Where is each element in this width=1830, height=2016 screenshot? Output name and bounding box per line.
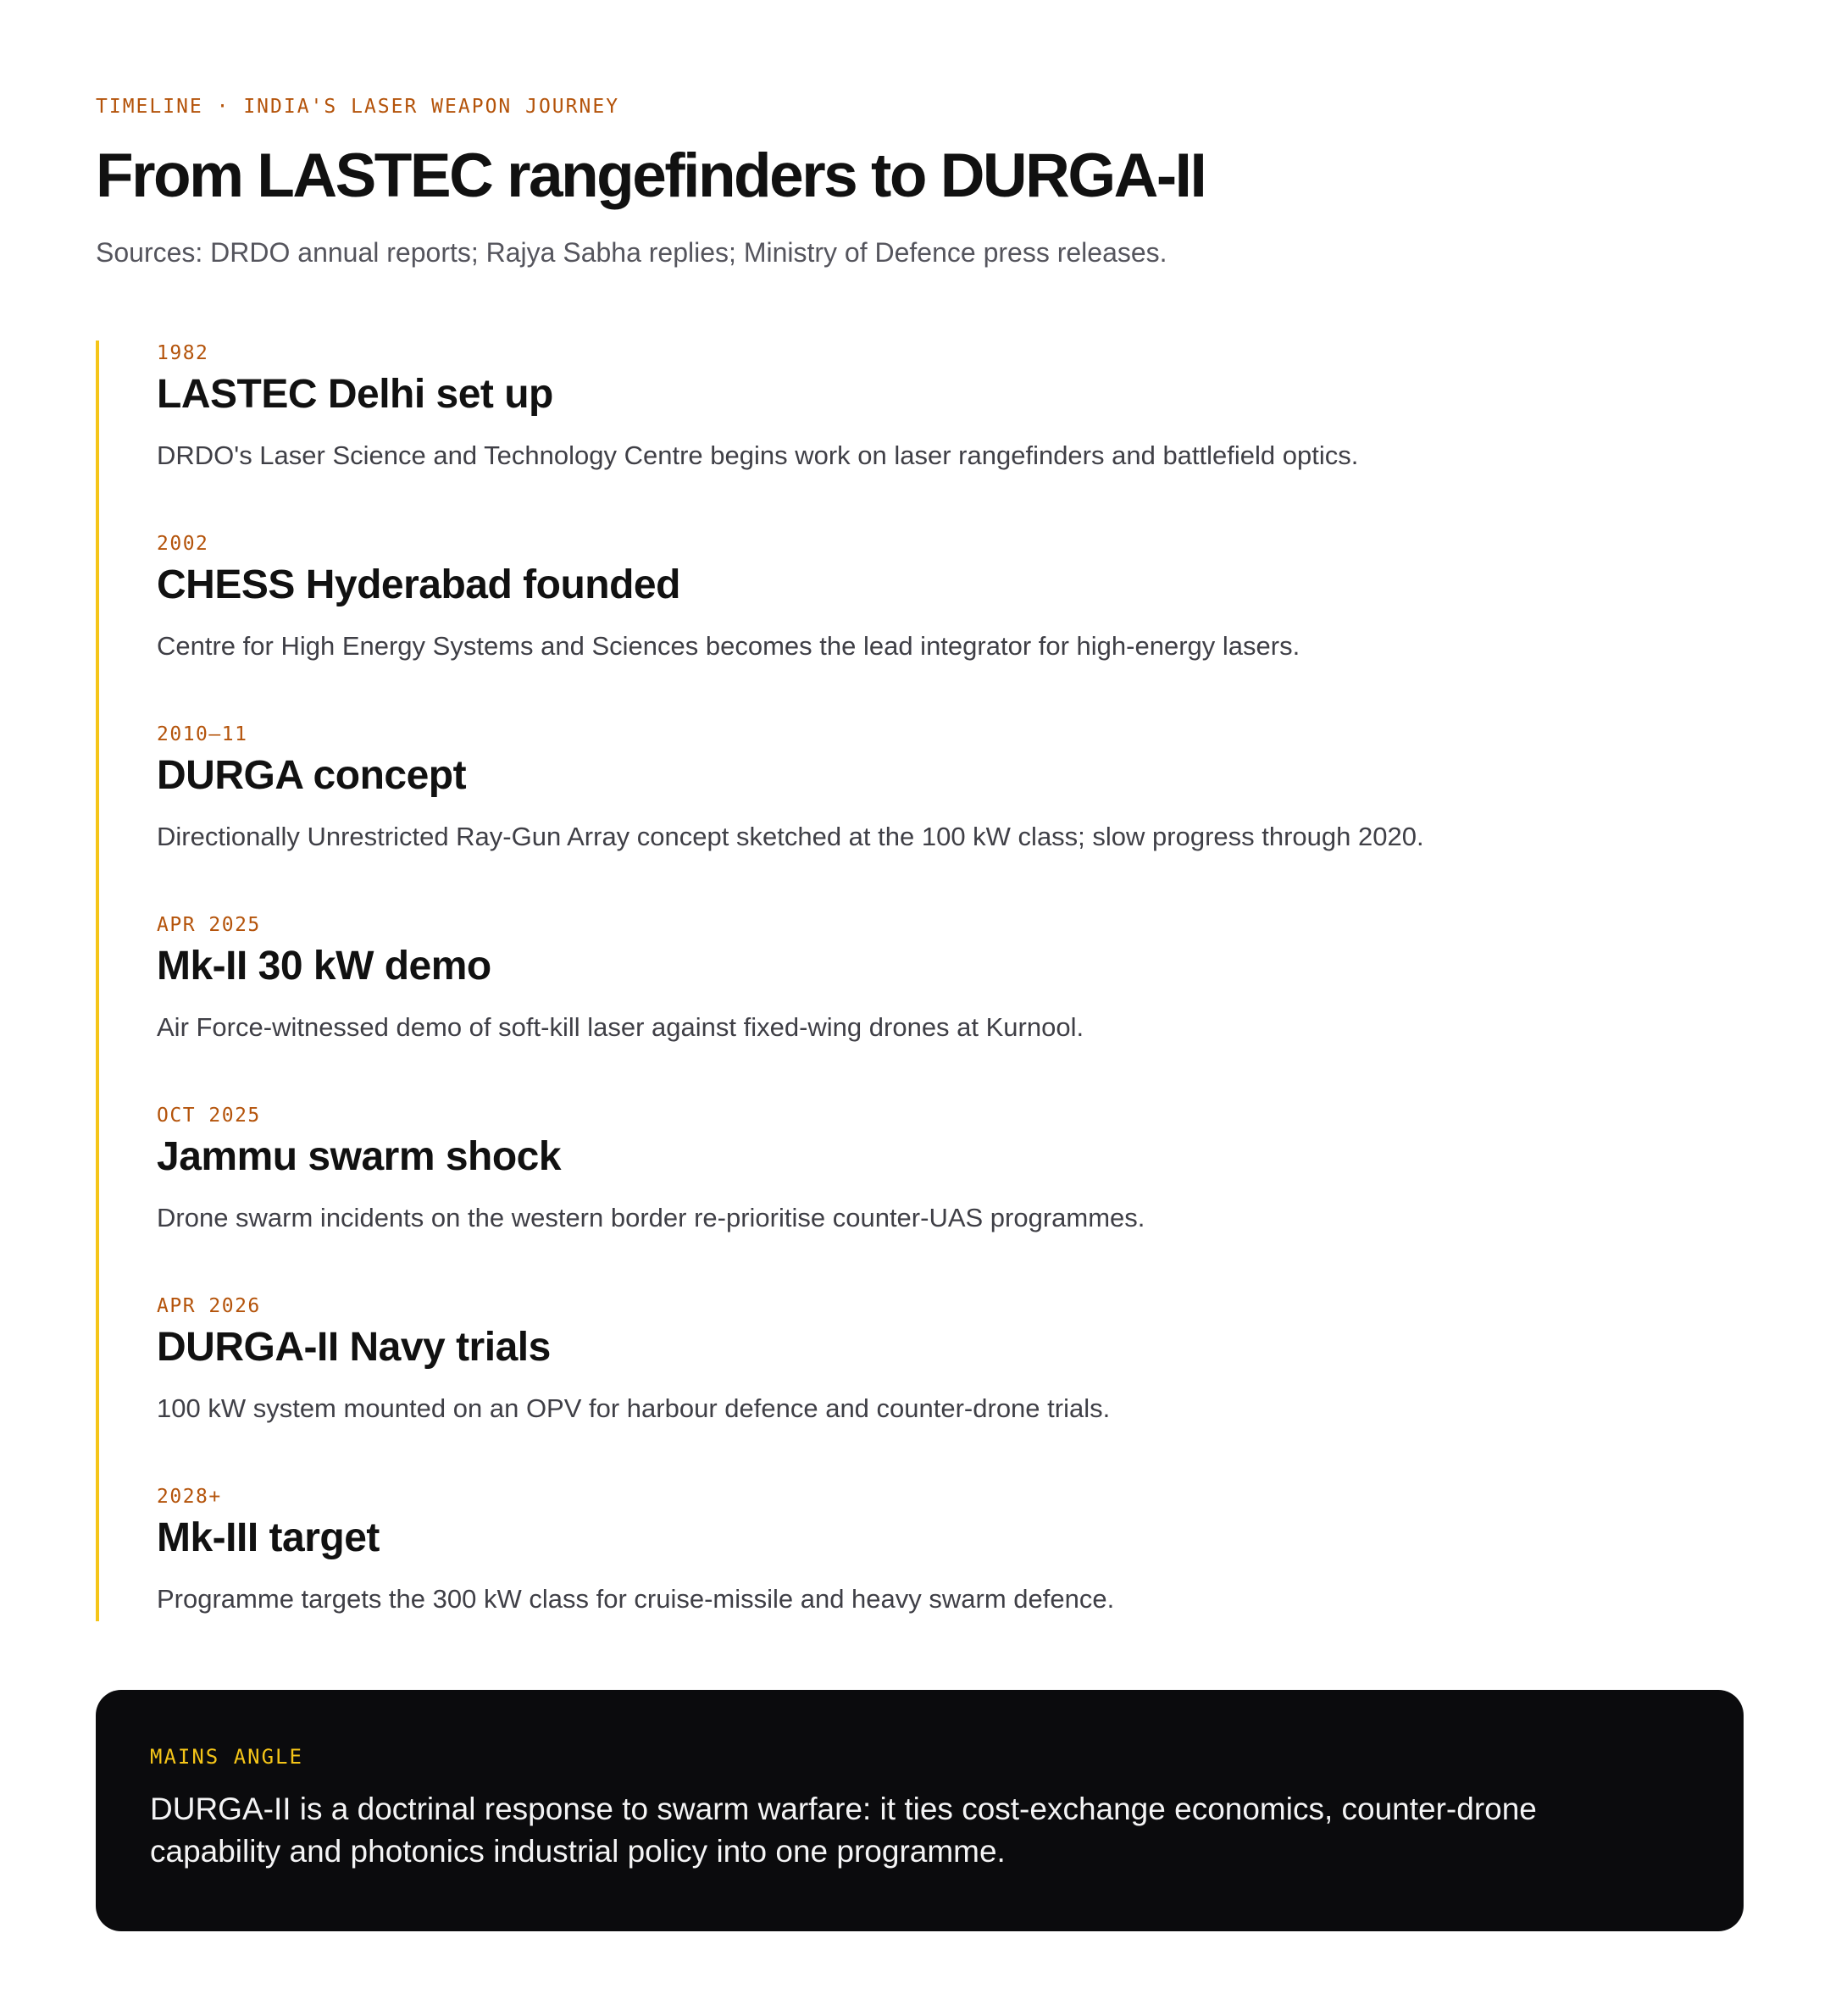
mains-angle-card xyxy=(96,1690,1744,1931)
event-date: 1982 xyxy=(157,342,209,364)
event-date: APR 2025 xyxy=(157,914,261,936)
page-title: From LASTEC rangefinders to DURGA-II xyxy=(96,141,1206,210)
timeline-event xyxy=(157,1484,1639,1616)
event-description: Directionally Unrestricted Ray-Gun Array concept sketched at the 100 kW class; slow progress through 2020. xyxy=(157,822,1424,851)
card-text: DURGA-II is a doctrinal response to swarm warfare: it ties cost-exchange economics, counter-drone capability and photonics industrial policy into one programme. xyxy=(150,1792,1537,1869)
timeline-event xyxy=(157,722,1639,854)
event-title: DURGA-II Navy trials xyxy=(157,1325,551,1370)
timeline-event xyxy=(157,1103,1639,1235)
event-date: APR 2026 xyxy=(157,1295,261,1317)
event-description: DRDO's Laser Science and Technology Centre begins work on laser rangefinders and battlefield optics. xyxy=(157,440,1359,470)
event-description: Centre for High Energy Systems and Sciences becomes the lead integrator for high-energy lasers. xyxy=(157,631,1300,661)
event-date: OCT 2025 xyxy=(157,1105,261,1127)
event-description: Drone swarm incidents on the western border re-prioritise counter-UAS programmes. xyxy=(157,1203,1145,1232)
event-title: LASTEC Delhi set up xyxy=(157,372,553,417)
timeline-event xyxy=(157,1293,1639,1426)
timeline-event xyxy=(157,912,1639,1044)
eyebrow-label: TIMELINE · INDIA'S LASER WEAPON JOURNEY xyxy=(96,96,620,118)
timeline-event xyxy=(157,341,1639,473)
event-date: 2002 xyxy=(157,533,209,555)
timeline xyxy=(96,341,1624,1621)
card-label: MAINS ANGLE xyxy=(150,1745,303,1769)
event-date: 2028+ xyxy=(157,1486,222,1508)
event-title: Mk-II 30 kW demo xyxy=(157,944,491,989)
event-title: Jammu swarm shock xyxy=(157,1134,562,1179)
event-title: CHESS Hyderabad founded xyxy=(157,562,680,607)
event-title: Mk-III target xyxy=(157,1515,380,1560)
event-date: 2010–11 xyxy=(157,723,248,745)
timeline-event xyxy=(157,531,1639,663)
event-description: 100 kW system mounted on an OPV for harbour defence and counter-drone trials. xyxy=(157,1393,1111,1423)
sources-note: Sources: DRDO annual reports; Rajya Sabha replies; Ministry of Defence press releases. xyxy=(96,237,1167,268)
event-description: Air Force-witnessed demo of soft-kill laser against fixed-wing drones at Kurnool. xyxy=(157,1012,1084,1042)
event-title: DURGA concept xyxy=(157,753,467,798)
event-description: Programme targets the 300 kW class for cruise-missile and heavy swarm defence. xyxy=(157,1584,1115,1614)
